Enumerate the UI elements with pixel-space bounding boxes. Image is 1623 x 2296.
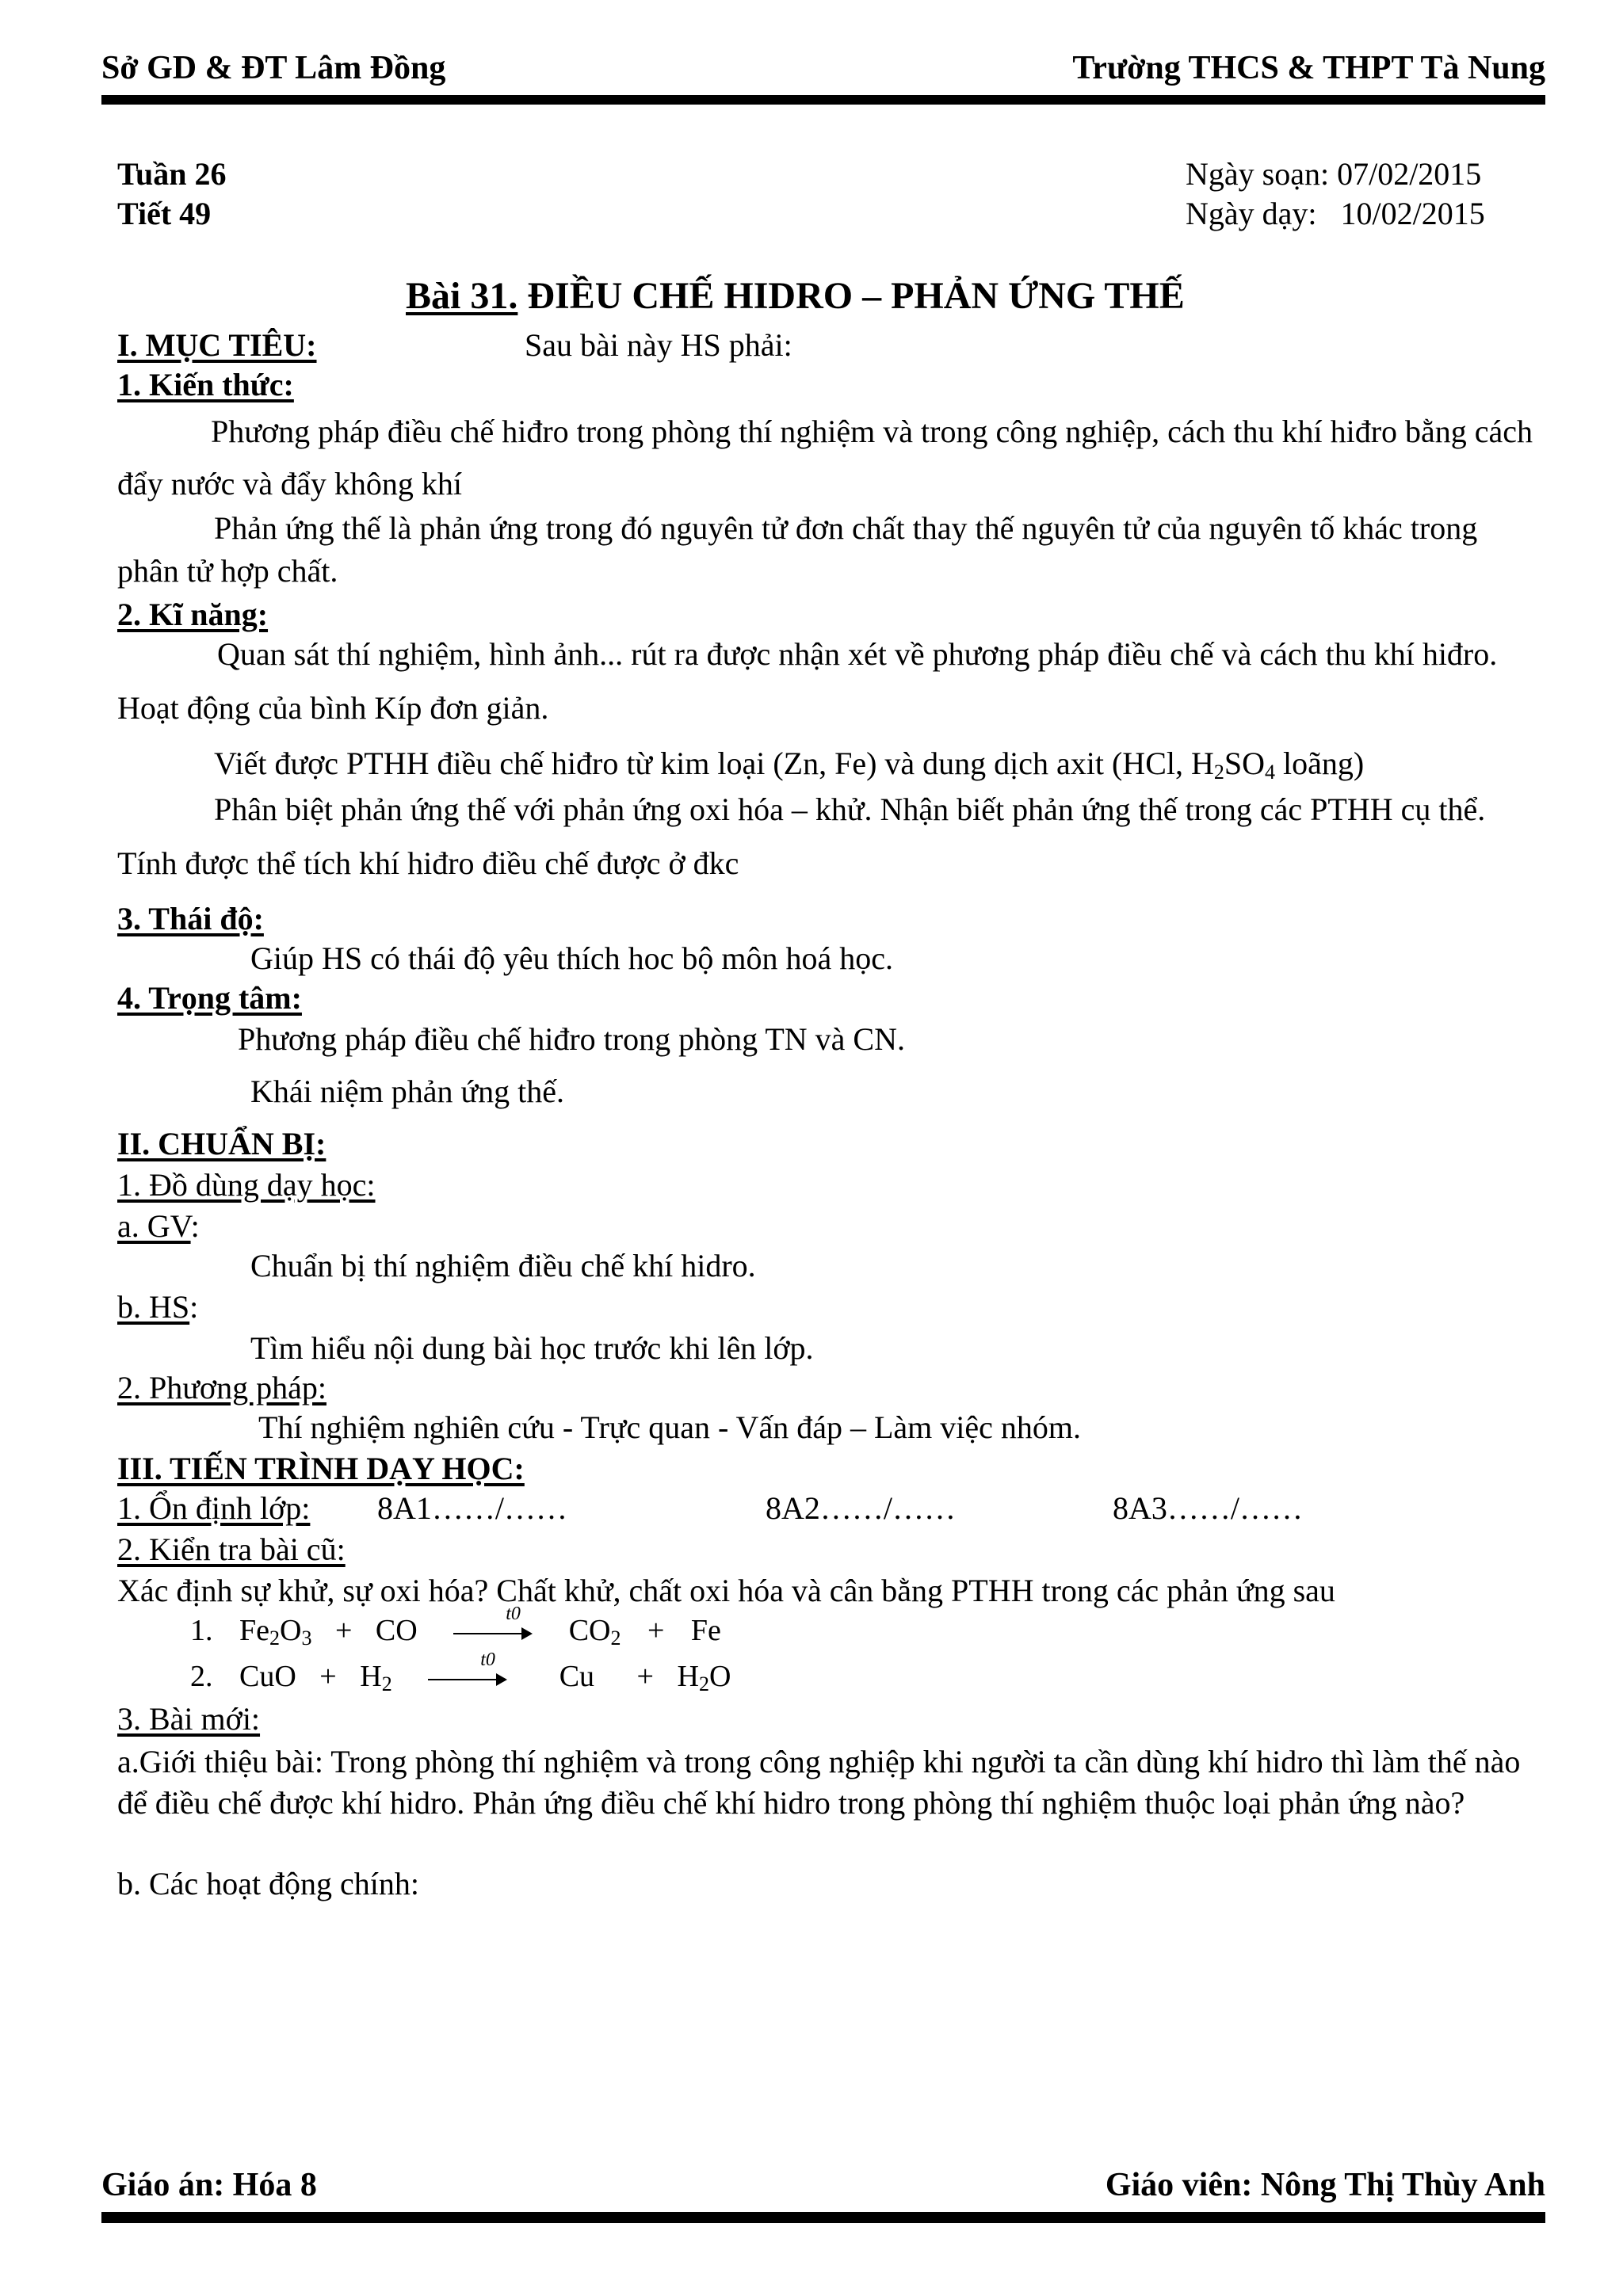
eq1-fe-sub: 2	[269, 1627, 280, 1650]
date-prepared	[1186, 155, 1481, 193]
eq2-cu: Cu	[559, 1660, 595, 1693]
header-left: Sở GD & ĐT Lâm Đồng	[101, 50, 446, 86]
eq2-h-sub: 2	[381, 1672, 392, 1695]
focus-heading: 4. Trọng tâm:	[117, 980, 302, 1016]
skills-item-2-a: Viết được PTHH điều chế hiđro từ kim loại (Zn, Fe) và dung dịch axit (HCl, H	[214, 746, 1214, 781]
skills-item-2-c: loãng)	[1275, 746, 1365, 781]
eq1-co2: CO	[568, 1614, 611, 1647]
eq1-number: 1.	[190, 1614, 213, 1647]
eq1-o-sub: 3	[301, 1627, 312, 1650]
date-taught-label: Ngày dạy:	[1186, 196, 1317, 231]
teacher-item: Chuẩn bị thí nghiệm điều chế khí hidro.	[250, 1248, 756, 1283]
skills-item-2-sub1: 2	[1213, 761, 1224, 784]
skills-item-2-sub2: 4	[1265, 761, 1276, 784]
footer-right: Giáo viên: Nông Thị Thùy Anh	[1105, 2167, 1545, 2203]
lesson-introduction: a.Giới thiệu bài: Trong phòng thí nghiệm và trong công nghiệp khi người ta cần dùng khí hidro thì làm thế nào để điều chế được khí hidro. Phản ứng điều chế khí hidro trong phòng thí nghiệm thuộc loại phản ứng nào?	[117, 1744, 1521, 1821]
skills-item-3: Phân biệt phản ứng thế với phản ứng oxi hóa – khử. Nhận biết phản ứng thế trong các PTHH cụ thể. Tính được thể tích khí hiđro điều chế được ở đkc	[117, 791, 1486, 881]
date-prepared-label: Ngày soạn:	[1186, 156, 1330, 192]
review-heading: 2. Kiển tra bài cũ:	[117, 1531, 346, 1567]
eq2-h2o-o: O	[708, 1660, 731, 1693]
eq2-plus-2: +	[636, 1660, 654, 1693]
new-lesson-heading: 3. Bài mới:	[117, 1701, 261, 1737]
lesson-title: ĐIỀU CHẾ HIDRO – PHẢN ỨNG THẾ	[517, 275, 1185, 317]
skills-heading: 2. Kĩ năng:	[117, 597, 269, 632]
class-8a3: 8A3……/……	[1113, 1490, 1303, 1526]
class-8a1: 8A1……/……	[377, 1490, 567, 1526]
teaching-tools-heading: 1. Đồ dùng dạy học:	[117, 1167, 376, 1203]
eq1-co2-sub: 2	[610, 1627, 621, 1650]
section-procedure-heading: III. TIẾN TRÌNH DẠY HỌC:	[117, 1451, 525, 1486]
method-item: Thí nghiệm nghiên cứu - Trực quan - Vấn đáp – Làm việc nhóm.	[258, 1409, 1081, 1445]
eq2-plus-1: +	[319, 1660, 337, 1693]
skills-item-1: Quan sát thí nghiệm, hình ảnh... rút ra được nhận xét về phương pháp điều chế và cách thu khí hiđro. Hoạt động của bình Kíp đơn giản.	[117, 636, 1498, 726]
teacher-label: a. GV:	[117, 1208, 200, 1244]
section-preparation-heading: II. CHUẨN BỊ:	[117, 1126, 327, 1161]
date-taught-value: 10/02/2015	[1340, 196, 1485, 231]
date-taught	[1186, 195, 1485, 233]
equation-1	[190, 1604, 721, 1650]
eq2-number: 2.	[190, 1660, 213, 1693]
knowledge-item-1: Phương pháp điều chế hiđro trong phòng thí nghiệm và trong công nghiệp, cách thu khí hiđro bằng cách đẩy nước và đẩy không khí	[117, 414, 1533, 502]
teacher-label-text: a. GV	[117, 1208, 191, 1244]
attitude-item: Giúp HS có thái độ yêu thích hoc bộ môn hoá học.	[250, 940, 893, 976]
week: Tuần 26	[117, 156, 227, 192]
skills-item-2	[214, 745, 1364, 783]
header-right: Trường THCS & THPT Tà Nung	[1072, 50, 1545, 86]
date-prepared-value: 07/02/2015	[1337, 156, 1482, 192]
eq2-arrow-icon	[428, 1650, 507, 1687]
lesson-number: Bài 31.	[406, 275, 518, 317]
main-activities-heading: b. Các hoạt động chính:	[117, 1866, 420, 1901]
eq1-co: CO	[375, 1614, 418, 1647]
eq1-fe: Fe	[239, 1614, 269, 1647]
focus-item-1: Phương pháp điều chế hiđro trong phòng TN và CN.	[238, 1021, 905, 1057]
eq2-h2o-h: H	[677, 1660, 699, 1693]
page-title	[406, 274, 1185, 318]
knowledge-item-2: Phản ứng thế là phản ứng trong đó nguyên tử đơn chất thay thế nguyên tử của nguyên tố khác trong phân tử hợp chất.	[117, 510, 1478, 589]
eq2-cuo: CuO	[239, 1660, 296, 1693]
objectives-intro: Sau bài này HS phải:	[525, 327, 792, 363]
method-heading: 2. Phương pháp:	[117, 1370, 327, 1405]
attitude-heading: 3. Thái độ:	[117, 901, 264, 936]
eq1-fe-product: Fe	[690, 1614, 721, 1647]
skills-item-2-b: SO	[1224, 746, 1266, 781]
footer-rule	[101, 2212, 1545, 2223]
focus-item-2: Khái niệm phản ứng thế.	[250, 1074, 565, 1109]
eq1-condition: t0	[506, 1604, 521, 1625]
eq1-o: O	[280, 1614, 302, 1647]
header-rule	[101, 95, 1545, 105]
eq2-h2o-sub: 2	[698, 1672, 709, 1695]
equation-2	[190, 1650, 731, 1695]
class-stabilize-label: 1. Ổn định lớp:	[117, 1490, 311, 1526]
class-8a2: 8A2……/……	[766, 1490, 956, 1526]
review-question: Xác định sự khử, sự oxi hóa? Chất khử, chất oxi hóa và cân bằng PTHH trong các phản ứng sau	[117, 1573, 1335, 1608]
eq2-h: H	[360, 1660, 382, 1693]
eq1-plus-2: +	[647, 1614, 665, 1647]
eq1-plus-1: +	[334, 1614, 353, 1647]
footer-left: Giáo án: Hóa 8	[101, 2167, 317, 2203]
section-objectives-heading: I. MỤC TIÊU:	[117, 327, 317, 363]
student-label: b. HS:	[117, 1289, 199, 1325]
student-item: Tìm hiểu nội dung bài học trước khi lên lớp.	[250, 1330, 814, 1366]
student-label-text: b. HS	[117, 1289, 190, 1325]
eq2-condition: t0	[480, 1650, 495, 1671]
knowledge-heading: 1. Kiến thức:	[117, 367, 294, 402]
eq1-arrow-icon	[453, 1604, 533, 1641]
period: Tiết 49	[117, 196, 212, 231]
